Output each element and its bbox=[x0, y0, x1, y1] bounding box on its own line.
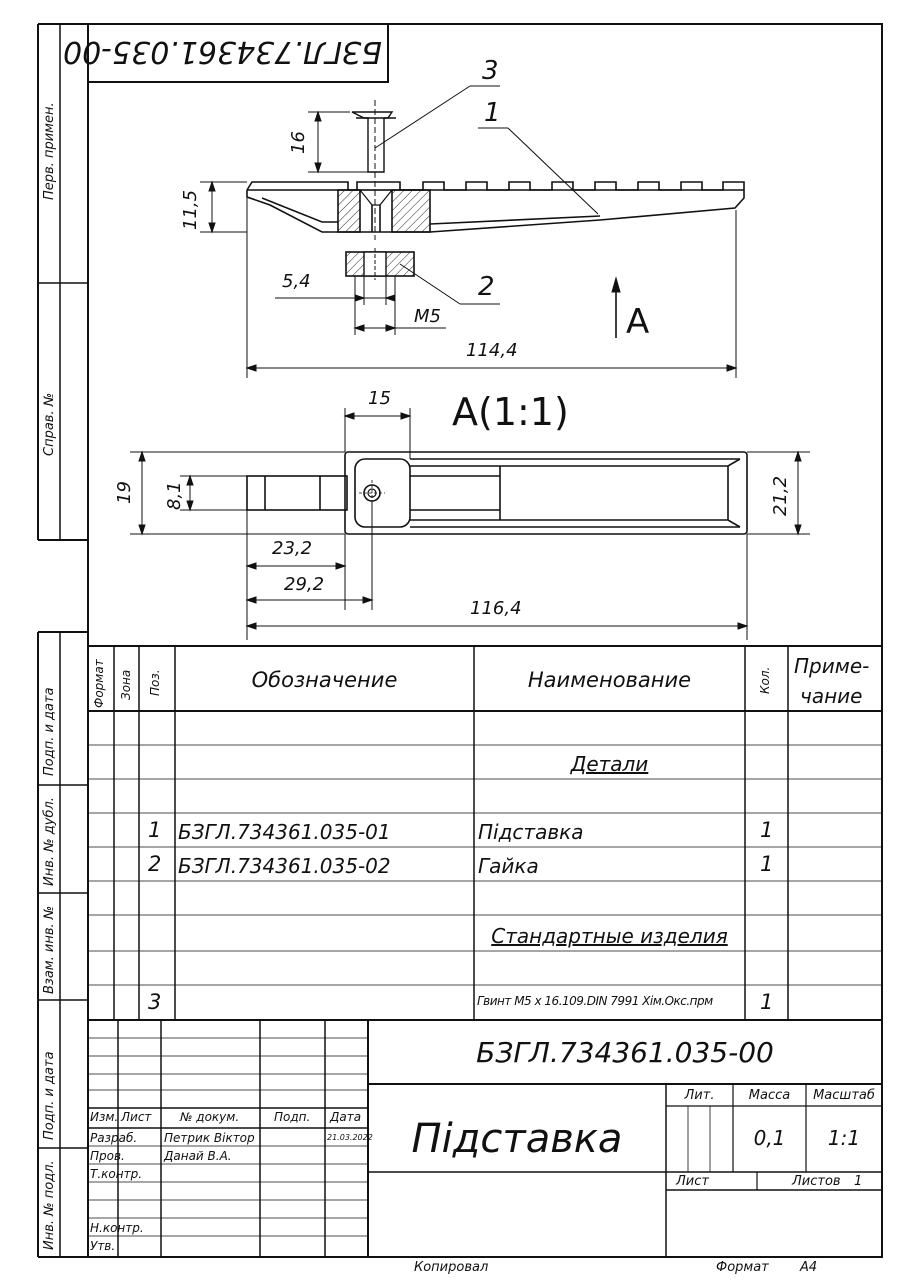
view-arrow-label: A bbox=[626, 302, 650, 342]
dim-19: 19 bbox=[114, 481, 135, 504]
spec-header-pos: Поз. bbox=[148, 669, 162, 696]
side-label-sprav-no: Справ. № bbox=[42, 392, 57, 456]
tb-razrab-label: Разраб. bbox=[90, 1131, 138, 1145]
side-label-perv-primen: Перв. примен. bbox=[42, 102, 57, 200]
dim-11-5: 11,5 bbox=[180, 189, 201, 230]
dim-8-1: 8,1 bbox=[164, 481, 185, 510]
spec-row-1-designation: БЗГЛ.734361.035-01 bbox=[178, 820, 391, 844]
dim-m5: М5 bbox=[414, 306, 441, 327]
spec-row-2-pos: 2 bbox=[148, 852, 162, 876]
dim-29-2: 29,2 bbox=[284, 574, 325, 595]
title-block-part-title: Підставка bbox=[411, 1116, 623, 1162]
leader-2: 2 bbox=[478, 272, 495, 302]
leader-3: 3 bbox=[482, 56, 499, 86]
document-code-rotated: БЗГЛ.734361.035-00 bbox=[63, 34, 382, 69]
title-block-code: БЗГЛ.734361.035-00 bbox=[476, 1036, 774, 1069]
tb-razrab-date: 21.03.2022 bbox=[327, 1133, 373, 1142]
dim-23-2: 23,2 bbox=[272, 538, 313, 559]
dim-21-2: 21,2 bbox=[770, 475, 791, 516]
tb-tkontr-label: Т.контр. bbox=[90, 1167, 143, 1181]
footer-format-value: А4 bbox=[800, 1260, 818, 1275]
side-label-inv-dubl: Инв. № дубл. bbox=[42, 797, 57, 886]
spec-header-zone: Зона bbox=[119, 669, 133, 700]
tb-listov-value: 1 bbox=[854, 1174, 863, 1189]
spec-header-designation: Обозначение bbox=[251, 668, 398, 692]
tb-data: Дата bbox=[330, 1110, 362, 1124]
tb-utv-label: Утв. bbox=[90, 1239, 116, 1253]
spec-row-2-designation: БЗГЛ.734361.035-02 bbox=[178, 854, 391, 878]
dim-16: 16 bbox=[288, 131, 309, 154]
tb-podp: Подп. bbox=[274, 1110, 311, 1124]
tb-massa: Масса bbox=[748, 1088, 791, 1103]
top-view bbox=[247, 452, 747, 534]
tb-mass-value: 0,1 bbox=[753, 1126, 786, 1150]
side-label-podp-data-2: Подп. и дата bbox=[42, 1051, 57, 1140]
dim-114-4: 114,4 bbox=[466, 340, 518, 361]
spec-header-qty: Кол. bbox=[758, 666, 772, 694]
tb-doc-no: № докум. bbox=[180, 1110, 240, 1124]
spec-row-3-pos: 3 bbox=[148, 990, 162, 1014]
tb-scale-value: 1:1 bbox=[827, 1126, 861, 1150]
sheet-frame bbox=[38, 24, 882, 1257]
spec-row-3-qty: 1 bbox=[760, 990, 774, 1014]
spec-row-1-qty: 1 bbox=[760, 818, 774, 842]
side-view-dimensions bbox=[200, 86, 736, 378]
tb-razrab-name: Петрик Віктор bbox=[164, 1131, 255, 1145]
side-label-vzam-inv: Взам. инв. № bbox=[42, 905, 57, 994]
tb-prov-label: Пров. bbox=[90, 1149, 125, 1163]
footer-format-label: Формат bbox=[716, 1260, 769, 1275]
spec-row-2-name: Гайка bbox=[478, 854, 539, 878]
spec-row-2-qty: 1 bbox=[760, 852, 774, 876]
dim-5-4: 5,4 bbox=[282, 271, 311, 292]
tb-listov-label: Листов bbox=[792, 1174, 841, 1189]
side-label-podp-data-1: Подп. и дата bbox=[42, 687, 57, 776]
tb-lit: Лит. bbox=[684, 1088, 715, 1103]
tb-masshtab: Масштаб bbox=[813, 1088, 875, 1103]
spec-section-details: Детали bbox=[570, 752, 649, 776]
spec-header-name: Наименование bbox=[527, 668, 692, 692]
leader-1: 1 bbox=[484, 98, 501, 128]
dim-116-4: 116,4 bbox=[470, 598, 522, 619]
spec-section-standard: Стандартные изделия bbox=[491, 924, 728, 948]
spec-row-3-name: Гвинт М5 х 16.109.DIN 7991 Хім.Окс.прм bbox=[477, 994, 713, 1008]
spec-header-note-2: чание bbox=[800, 684, 863, 708]
tb-izm: Изм. bbox=[90, 1110, 119, 1124]
dim-15: 15 bbox=[368, 388, 391, 409]
spec-header-format: Формат bbox=[92, 659, 106, 708]
side-label-inv-podl: Инв. № подл. bbox=[42, 1160, 57, 1250]
view-label: A(1:1) bbox=[452, 390, 569, 434]
spec-header-note-1: Приме- bbox=[794, 654, 870, 678]
tb-nkontr-label: Н.контр. bbox=[90, 1221, 144, 1235]
spec-row-1-pos: 1 bbox=[148, 818, 162, 842]
footer-copied: Копировал bbox=[414, 1260, 489, 1275]
tb-prov-name: Данай В.А. bbox=[164, 1149, 232, 1163]
tb-list-label: Лист bbox=[676, 1174, 709, 1189]
spec-row-1-name: Підставка bbox=[478, 820, 584, 844]
tb-list: Лист bbox=[121, 1110, 152, 1124]
